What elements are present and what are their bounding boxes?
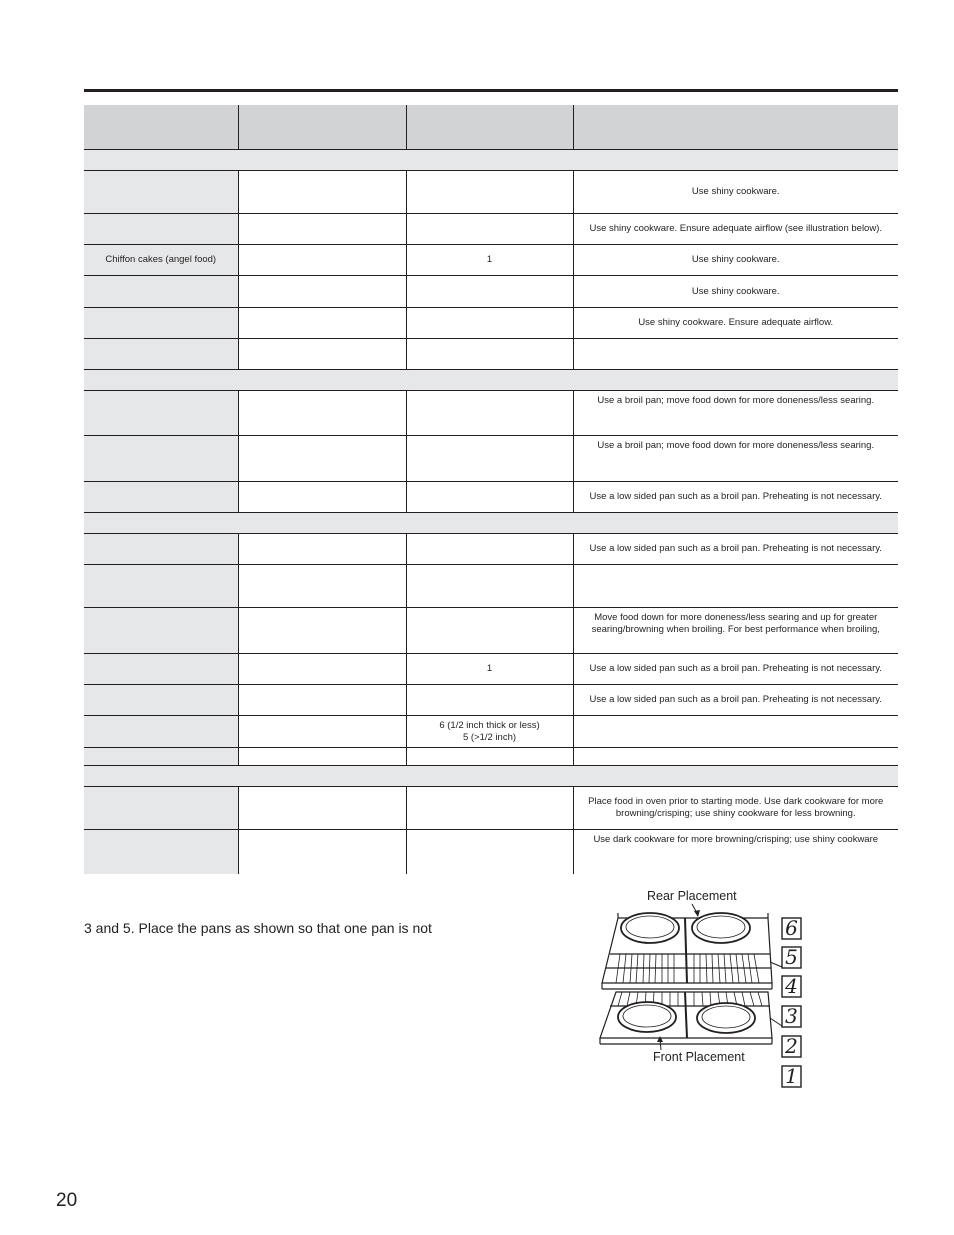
food-cell xyxy=(84,391,238,436)
rack-position-cell xyxy=(406,748,573,766)
rack-position-number: 2 xyxy=(785,1034,798,1058)
rack-cell xyxy=(238,276,406,308)
food-cell xyxy=(84,339,238,370)
table-row xyxy=(84,787,898,830)
table-row xyxy=(84,654,898,685)
notes-cell xyxy=(573,748,898,766)
page-number: 20 xyxy=(56,1190,78,1211)
notes-cell: Use a low sided pan such as a broil pan. Preheating is not necessary. xyxy=(573,654,898,685)
rack-position-number: 6 xyxy=(785,916,798,940)
rack-position-cell xyxy=(406,276,573,308)
notes-cell: Use a low sided pan such as a broil pan. Preheating is not necessary. xyxy=(573,482,898,513)
food-cell xyxy=(84,565,238,608)
food-cell xyxy=(84,171,238,214)
food-cell xyxy=(84,276,238,308)
table-row xyxy=(84,830,898,875)
rack-position-cell: 1 xyxy=(406,654,573,685)
table-row xyxy=(84,339,898,370)
food-cell xyxy=(84,482,238,513)
section-row xyxy=(84,766,898,787)
rack-position-cell xyxy=(406,534,573,565)
rear-placement-label: Rear Placement xyxy=(647,889,737,903)
section-row xyxy=(84,150,898,171)
rack-position-number: 4 xyxy=(785,974,798,998)
notes-cell xyxy=(573,339,898,370)
notes-cell: Move food down for more doneness/less searing and up for greater searing/browning when broiling. For best performance when broiling, xyxy=(573,608,898,654)
rack-cell xyxy=(238,685,406,716)
rack-cell xyxy=(238,534,406,565)
notes-cell: Use shiny cookware. Ensure adequate airflow. xyxy=(573,308,898,339)
rear-left-pan xyxy=(621,913,679,943)
rack-position-cell xyxy=(406,482,573,513)
rack-cell xyxy=(238,339,406,370)
rack-placement-note: 3 and 5. Place the pans as shown so that one pan is not xyxy=(84,920,432,936)
notes-cell: Use a low sided pan such as a broil pan. Preheating is not necessary. xyxy=(573,534,898,565)
food-cell: Chiffon cakes (angel food) xyxy=(84,245,238,276)
table-row xyxy=(84,748,898,766)
food-cell xyxy=(84,748,238,766)
rack-position-number: 3 xyxy=(785,1004,798,1028)
rack-position-cell xyxy=(406,214,573,245)
notes-cell xyxy=(573,716,898,748)
table-row xyxy=(84,436,898,482)
rack-cell xyxy=(238,171,406,214)
food-cell xyxy=(84,214,238,245)
rack-position-cell xyxy=(406,391,573,436)
section-row xyxy=(84,513,898,534)
table-row xyxy=(84,565,898,608)
notes-cell: Place food in oven prior to starting mode. Use dark cookware for more browning/crisping; use shiny cookware for less browning. xyxy=(573,787,898,830)
table-row xyxy=(84,214,898,245)
header-cell xyxy=(406,105,573,150)
notes-cell: Use shiny cookware. Ensure adequate airflow (see illustration below). xyxy=(573,214,898,245)
notes-cell: Use a low sided pan such as a broil pan. Preheating is not necessary. xyxy=(573,685,898,716)
cooking-guide-table xyxy=(84,105,898,874)
rack-cell xyxy=(238,436,406,482)
rack-position-cell xyxy=(406,308,573,339)
table-row xyxy=(84,534,898,565)
rack-cell xyxy=(238,482,406,513)
food-cell xyxy=(84,716,238,748)
food-cell xyxy=(84,654,238,685)
table-row xyxy=(84,482,898,513)
notes-cell: Use shiny cookware. xyxy=(573,171,898,214)
rack-position-cell xyxy=(406,685,573,716)
rack-position-cell: 6 (1/2 inch thick or less) 5 (>1/2 inch) xyxy=(406,716,573,748)
table-row xyxy=(84,685,898,716)
rack-cell xyxy=(238,830,406,875)
rack-position-cell xyxy=(406,171,573,214)
front-left-pan xyxy=(618,1002,676,1032)
notes-cell: Use dark cookware for more browning/crisping; use shiny cookware xyxy=(573,830,898,875)
rear-right-pan xyxy=(692,913,750,943)
table-row xyxy=(84,171,898,214)
rack-cell xyxy=(238,391,406,436)
table-row xyxy=(84,716,898,748)
food-cell xyxy=(84,830,238,875)
food-cell xyxy=(84,436,238,482)
food-cell xyxy=(84,534,238,565)
food-cell xyxy=(84,608,238,654)
notes-cell: Use shiny cookware. xyxy=(573,245,898,276)
rack-position-number: 1 xyxy=(785,1064,798,1088)
food-cell xyxy=(84,685,238,716)
section-label xyxy=(84,370,898,391)
rack-position-cell xyxy=(406,608,573,654)
rack-position-cell xyxy=(406,787,573,830)
rack-position-cell xyxy=(406,830,573,875)
header-cell xyxy=(238,105,406,150)
table-row xyxy=(84,391,898,436)
rack-position-cell xyxy=(406,436,573,482)
rack-placement-figure xyxy=(590,882,820,1102)
section-label xyxy=(84,766,898,787)
notes-cell xyxy=(573,565,898,608)
rack-cell xyxy=(238,748,406,766)
rack-cell xyxy=(238,214,406,245)
rack-cell xyxy=(238,716,406,748)
rack-cell xyxy=(238,787,406,830)
notes-cell: Use shiny cookware. xyxy=(573,276,898,308)
food-cell xyxy=(84,308,238,339)
rack-position-cell xyxy=(406,565,573,608)
rack-position-cell: 1 xyxy=(406,245,573,276)
rack-cell xyxy=(238,308,406,339)
table-row xyxy=(84,308,898,339)
table-row xyxy=(84,608,898,654)
header-cell xyxy=(573,105,898,150)
rack-cell xyxy=(238,608,406,654)
top-rule xyxy=(84,89,898,92)
section-label xyxy=(84,513,898,534)
table-row xyxy=(84,276,898,308)
oven-racks-illustration xyxy=(590,882,820,1102)
rack-position-number: 5 xyxy=(785,945,798,969)
table-header-row xyxy=(84,105,898,150)
rack-cell xyxy=(238,245,406,276)
header-cell xyxy=(84,105,238,150)
rack-cell xyxy=(238,654,406,685)
section-label xyxy=(84,150,898,171)
table-row xyxy=(84,245,898,276)
front-placement-label: Front Placement xyxy=(653,1050,745,1064)
rack-cell xyxy=(238,565,406,608)
food-cell xyxy=(84,787,238,830)
section-row xyxy=(84,370,898,391)
rack-position-cell xyxy=(406,339,573,370)
front-right-pan xyxy=(697,1003,755,1033)
notes-cell: Use a broil pan; move food down for more doneness/less searing. xyxy=(573,391,898,436)
notes-cell: Use a broil pan; move food down for more doneness/less searing. xyxy=(573,436,898,482)
